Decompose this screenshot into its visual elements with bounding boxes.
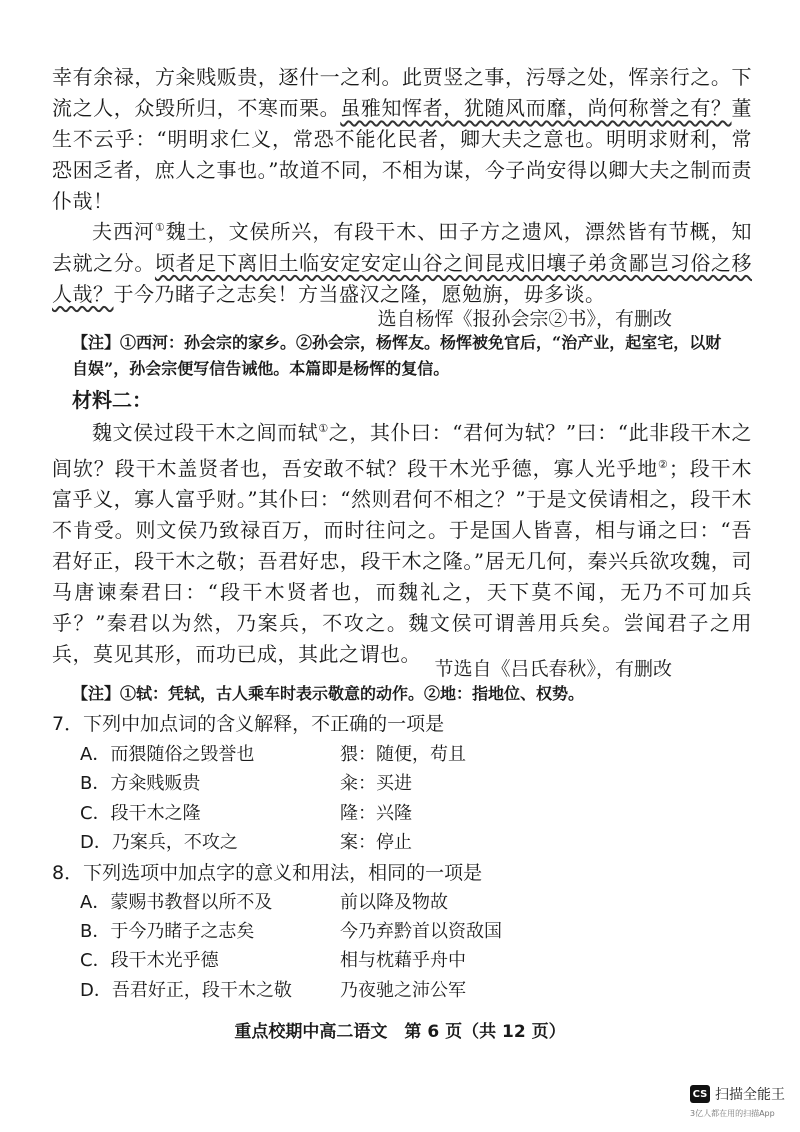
passage1-p2-a: 魏土，文侯所兴，有段干木、田子方之遗风，漂然皆有节概，知去就之分。 <box>52 219 753 275</box>
passage1-underlined-sentence2: 顷者足下离旧土临安定安定山谷之间昆戎旧壤子弟贪鄙岂习俗之移人哉？ <box>52 250 753 306</box>
passage1-paragraph2 <box>52 212 752 310</box>
passage2-p1-c: ；段干木富乎义，寡人富乎财。”其仆曰：“然则君何不相之？”于是文侯请相之，段干木不肯受。则文侯乃致禄百万，而时往问之。于是国人皆喜，相与诵之曰：“吾君好正，段干木之敬；吾君好忠，段干木之隆。”居无几何，秦兴兵欲攻魏，司马唐谏秦君曰：“段干木贤者也，而魏礼之，天下莫不闻，无乃不可加兵乎？”秦君以为然，乃案兵，不攻之。魏文侯可谓善用兵矣。尝闻君子之用兵，莫见其形，而功已成，其此之谓也。 <box>52 456 753 667</box>
q7-option-c: C．段干木之隆 <box>80 803 201 824</box>
q8-option-d-compare: 乃夜驰之沛公军 <box>340 980 466 1001</box>
footnote-mark: ① <box>318 422 329 435</box>
passage1-underlined-sentence1: 虽雅知恽者，犹随风而靡，尚何称誉之有？ <box>340 96 732 120</box>
q8-option-d: D．吾君好正，段干木之敬 <box>80 980 292 1001</box>
q7-option-b: B．方籴贱贩贵 <box>80 773 201 794</box>
page-footer: 重点校期中高二语文 第 6 页（共 12 页） <box>234 1022 566 1042</box>
question7-stem: 7．下列中加点词的含义解释，不正确的一项是 <box>52 713 445 735</box>
q8-option-c: C．段干木光乎德 <box>80 950 219 971</box>
passage2-heading: 材料二： <box>72 388 152 412</box>
q7-option-c-explanation: 隆：兴隆 <box>340 803 412 824</box>
passage1-paragraph1 <box>52 62 752 217</box>
passage2-p1-b: 之，其仆曰：“君何为轼？”曰：“此非段干木之闾欤？段干木盖贤者也，吾安敢不轼？段干木光乎德，寡人光乎地 <box>52 420 752 481</box>
watermark-tagline: 3亿人都在用的扫描App <box>690 1109 775 1118</box>
q7-option-a: A．而猥随俗之毁誉也 <box>80 744 255 765</box>
passage1-p1-text: 幸有余禄，方籴贱贩贵，逐什一之利。此贾竖之事，污辱之处，恽亲行之。下流之人，众毁所归，不寒而栗。 <box>52 65 752 120</box>
q7-option-a-explanation: 猥：随便，苟且 <box>340 744 466 765</box>
passage2-p1-a: 魏文侯过段干木之闾而轼 <box>92 420 319 445</box>
scanner-watermark <box>690 1084 785 1104</box>
footnote-mark: ① <box>154 221 166 234</box>
passage2-note: 【注】①轼：凭轼，古人乘车时表示敬意的动作。②地：指地位、权势。 <box>72 684 585 703</box>
passage1-p1-rest: 董生不云乎：“明明求仁义，常恐不能化民者，卿大夫之意也。明明求财利，常恐困乏者，庶人之事也。”故道不同，不相为谋，今子尚安得以卿大夫之制而责仆哉！ <box>52 96 753 213</box>
q8-option-a: A．蒙赐书教督以所不及 <box>80 892 273 913</box>
q7-option-b-explanation: 籴：买进 <box>340 773 412 794</box>
q8-option-a-compare: 前以降及物故 <box>340 892 448 913</box>
question8-stem: 8．下列选项中加点字的意义和用法，相同的一项是 <box>52 862 483 884</box>
q8-option-b: B．于今乃睹子之志矣 <box>80 921 255 942</box>
passage1-source: 选自杨恽《报孙会宗②书》，有删改 <box>377 308 672 330</box>
q8-option-c-compare: 相与枕藉乎舟中 <box>340 950 466 971</box>
passage2-source: 节选自《吕氏春秋》，有删改 <box>434 658 672 680</box>
watermark-name: 扫描全能王 <box>715 1087 785 1103</box>
passage2-paragraph <box>52 413 752 670</box>
camscanner-logo-icon: CS <box>690 1085 710 1103</box>
passage1-p2-start: 夫西河 <box>92 219 155 244</box>
q8-option-b-compare: 今乃弃黔首以资敌国 <box>340 921 502 942</box>
passage1-p2-rest: 于今乃睹子之志矣！方当盛汉之隆，愿勉旃，毋多谈。 <box>113 281 606 306</box>
q7-option-d: D．乃案兵，不攻之 <box>80 832 238 853</box>
footnote-mark: ② <box>658 457 669 471</box>
q7-option-d-explanation: 案：停止 <box>340 832 412 853</box>
passage1-note: 【注】①西河：孙会宗的家乡。②孙会宗，杨恽友。杨恽被免官后，“治产业，起室宅，以财自娱”，孙会宗便写信告诫他。本篇即是杨恽的复信。 <box>72 333 722 378</box>
